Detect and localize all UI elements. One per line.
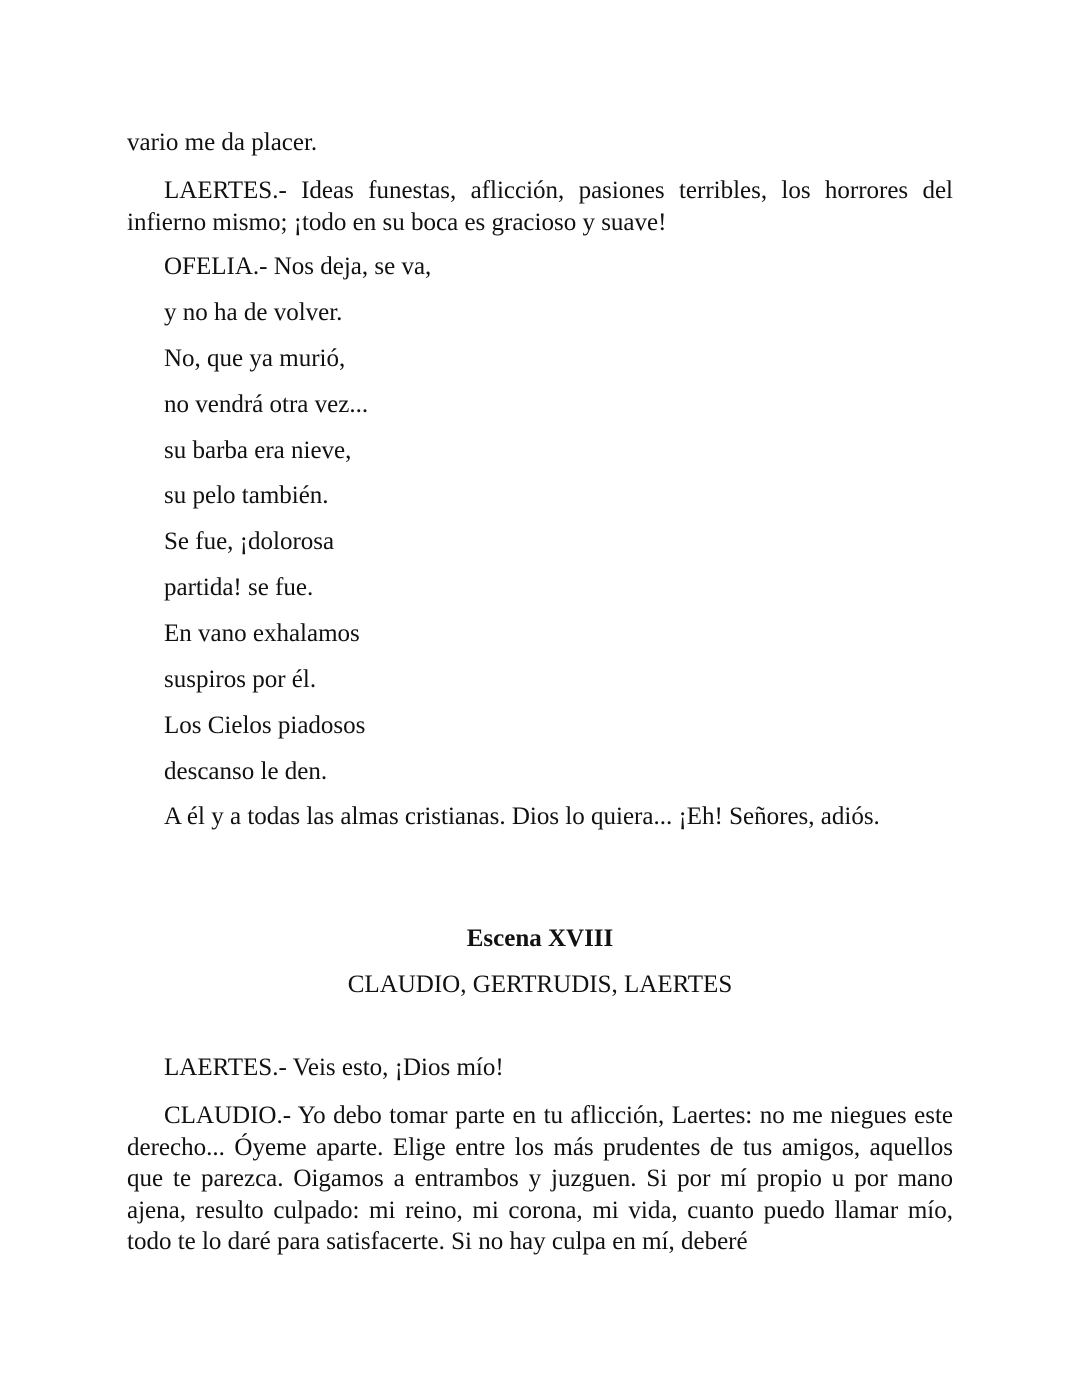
ofelia-song-line-13: A él y a todas las almas cristianas. Dios lo quiera... ¡Eh! Señores, adiós. — [164, 803, 880, 830]
ofelia-song-line-4: no vendrá otra vez... — [164, 391, 369, 418]
ofelia-song-line-12: descanso le den. — [164, 758, 328, 785]
ofelia-song-line-9: En vano exhalamos — [164, 620, 360, 647]
scene-characters: CLAUDIO, GERTRUDIS, LAERTES — [347, 971, 733, 998]
ofelia-song-line-11: Los Cielos piadosos — [164, 712, 366, 739]
ofelia-song-line-2: y no ha de volver. — [164, 299, 343, 326]
ofelia-song-line-3: No, que ya murió, — [164, 345, 346, 372]
laertes-speech-ideas: LAERTES.- Ideas funestas, aflicción, pasiones terribles, los horrores del infierno mismo; ¡todo en su boca es gracioso y suave! — [127, 177, 953, 236]
ofelia-song-line-8: partida! se fue. — [164, 574, 314, 601]
ofelia-song-line-1: OFELIA.- Nos deja, se va, — [164, 253, 432, 280]
continuation-line: vario me da placer. — [127, 129, 318, 156]
ofelia-song-line-7: Se fue, ¡dolorosa — [164, 528, 335, 555]
ofelia-song-line-10: suspiros por él. — [164, 666, 317, 693]
laertes-speech-veis: LAERTES.- Veis esto, ¡Dios mío! — [164, 1054, 504, 1081]
ofelia-song-line-5: su barba era nieve, — [164, 437, 352, 464]
claudio-speech: CLAUDIO.- Yo debo tomar parte en tu aflicción, Laertes: no me niegues este derecho... Óyeme aparte. Elige entre los más prudentes de tus amigos, aquellos que te parezca. Oigamos a entrambos y juzguen. Si por mí propio u por mano ajena, resulto culpado: mi reino, mi corona, mi vida, cuanto puedo llamar mío, todo te lo daré para satisfacerte. Si no hay culpa en mí, deberé — [127, 1102, 953, 1255]
ofelia-song-line-6: su pelo también. — [164, 482, 329, 509]
scene-title: Escena XVIII — [466, 925, 614, 952]
